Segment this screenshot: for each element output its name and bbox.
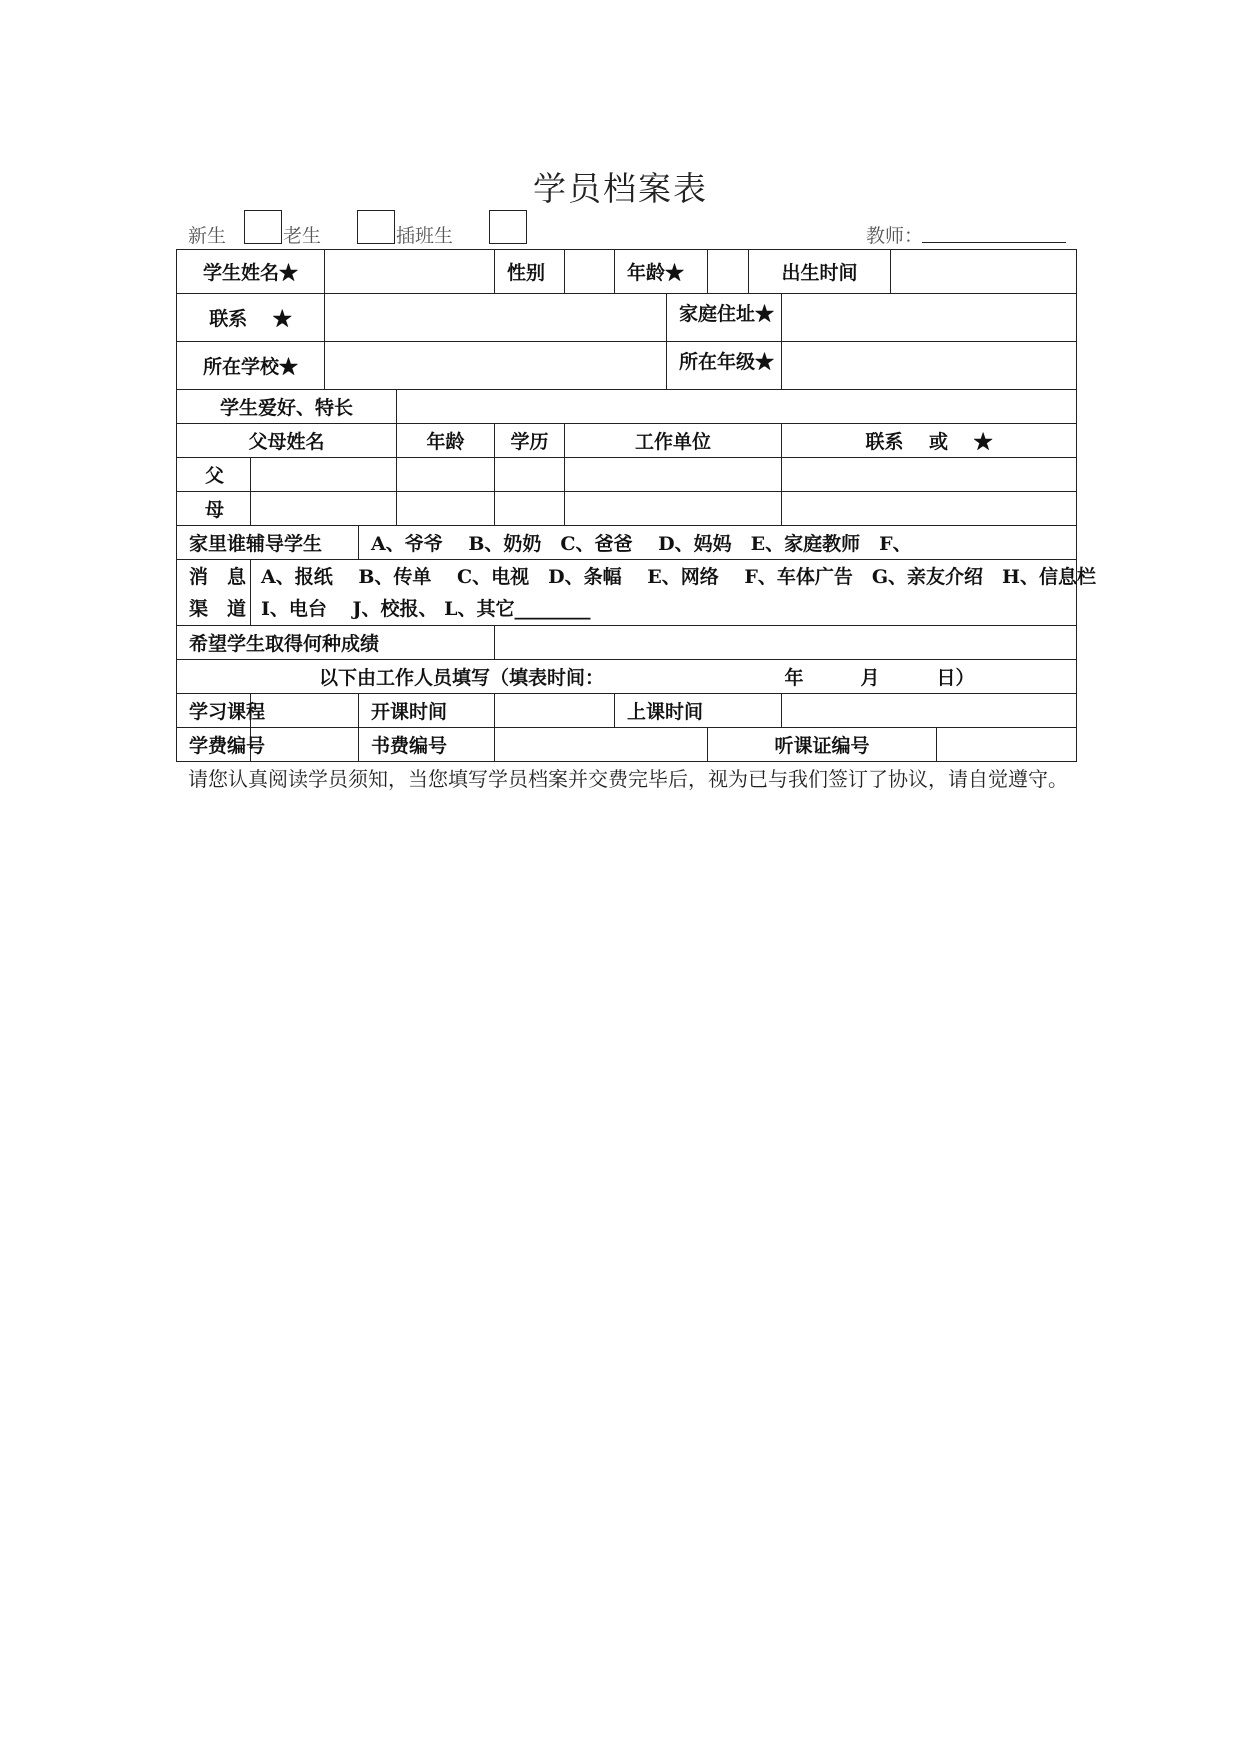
age-field[interactable] (708, 250, 749, 294)
father-name-field[interactable] (251, 458, 397, 492)
row-staff-header (177, 660, 1077, 694)
hobby-field[interactable] (397, 390, 1077, 424)
parent-name-header: 父母姓名 (177, 424, 397, 458)
parent-age-header: 年龄 (397, 424, 495, 458)
course-field[interactable] (251, 694, 359, 728)
father-work-field[interactable] (565, 458, 782, 492)
birth-date-label: 出生时间 (749, 250, 891, 294)
fee-number-label: 学费编号 (177, 728, 251, 762)
channel-label (177, 560, 251, 626)
school-label: 所在学校★ (177, 342, 325, 390)
mother-age-field[interactable] (397, 492, 495, 526)
age-label: 年龄★ (615, 250, 708, 294)
class-time-field[interactable] (782, 694, 1077, 728)
channel-label-line2: 渠 道 (189, 597, 247, 620)
old-student-label: 老生 (283, 225, 322, 247)
cert-number-field[interactable] (937, 728, 1077, 762)
parent-contact-header: 联系 或 ★ (782, 424, 1077, 458)
mother-work-field[interactable] (565, 492, 782, 526)
hope-label: 希望学生取得何种成绩 (177, 626, 495, 660)
row-basic-info (177, 250, 1077, 294)
new-student-label: 新生 (188, 225, 227, 247)
row-hope (177, 626, 1077, 660)
mother-label: 母 (177, 492, 251, 526)
tutor-options[interactable]: A、爷爷 B、奶奶 C、爸爸 D、妈妈 E、家庭教师 F、 (359, 526, 1077, 560)
cert-number-label: 听课证编号 (708, 728, 937, 762)
row-father (177, 458, 1077, 492)
notice-text: 请您认真阅读学员须知，当您填写学员档案并交费完毕后，视为已与我们签订了协议，请自觉遵守。 (188, 767, 1068, 791)
channel-options-line1: A、报纸 B、传单 C、电视 D、条幅 E、网络 F、车体广告 G、亲友介绍 H、信息栏 (261, 565, 1097, 588)
new-student-checkbox[interactable] (244, 210, 282, 244)
staff-header: 以下由工作人员填写（填表时间： 年 月 日） (177, 660, 1077, 694)
row-contact (177, 294, 1077, 342)
start-time-field[interactable] (495, 694, 615, 728)
gender-field[interactable] (565, 250, 615, 294)
home-address-label: 家庭住址★ (667, 294, 782, 342)
parent-work-header: 工作单位 (565, 424, 782, 458)
contact-label: 联系 ★ (177, 294, 325, 342)
row-mother (177, 492, 1077, 526)
school-field[interactable] (325, 342, 667, 390)
row-tutor (177, 526, 1077, 560)
row-staff-fees (177, 728, 1077, 762)
old-student-checkbox[interactable] (357, 210, 395, 244)
row-channel (177, 560, 1077, 626)
hobby-label: 学生爱好、特长 (177, 390, 397, 424)
father-contact-field[interactable] (782, 458, 1077, 492)
contact-field[interactable] (325, 294, 667, 342)
start-time-label: 开课时间 (359, 694, 495, 728)
birth-date-field[interactable] (891, 250, 1077, 294)
gender-label: 性别 (495, 250, 565, 294)
father-label: 父 (177, 458, 251, 492)
mother-name-field[interactable] (251, 492, 397, 526)
class-time-label: 上课时间 (615, 694, 782, 728)
mother-education-field[interactable] (495, 492, 565, 526)
student-name-label: 学生姓名★ (177, 250, 325, 294)
page-title: 学员档案表 (533, 169, 708, 208)
channel-options[interactable] (251, 560, 1097, 626)
transfer-student-checkbox[interactable] (489, 210, 527, 244)
grade-field[interactable] (782, 342, 1077, 390)
row-hobby (177, 390, 1077, 424)
channel-options-line2: I、电台 J、校报、 L、其它________ (261, 597, 591, 620)
tutor-label: 家里谁辅导学生 (177, 526, 359, 560)
channel-label-line1: 消 息 (189, 565, 247, 588)
father-education-field[interactable] (495, 458, 565, 492)
grade-label: 所在年级★ (667, 342, 782, 390)
course-label: 学习课程 (177, 694, 251, 728)
mother-contact-field[interactable] (782, 492, 1077, 526)
parent-education-header: 学历 (495, 424, 565, 458)
father-age-field[interactable] (397, 458, 495, 492)
student-name-field[interactable] (325, 250, 495, 294)
teacher-label: 教师： (866, 225, 924, 247)
teacher-input-line[interactable] (922, 242, 1066, 243)
fee-number-field[interactable] (251, 728, 359, 762)
home-address-field[interactable] (782, 294, 1077, 342)
book-fee-number-field[interactable] (495, 728, 708, 762)
book-fee-number-label: 书费编号 (359, 728, 495, 762)
student-record-form (176, 249, 1097, 762)
hope-field[interactable] (495, 626, 1077, 660)
row-school (177, 342, 1077, 390)
row-staff-course (177, 694, 1077, 728)
transfer-student-label: 插班生 (396, 225, 454, 247)
row-parents-header (177, 424, 1077, 458)
